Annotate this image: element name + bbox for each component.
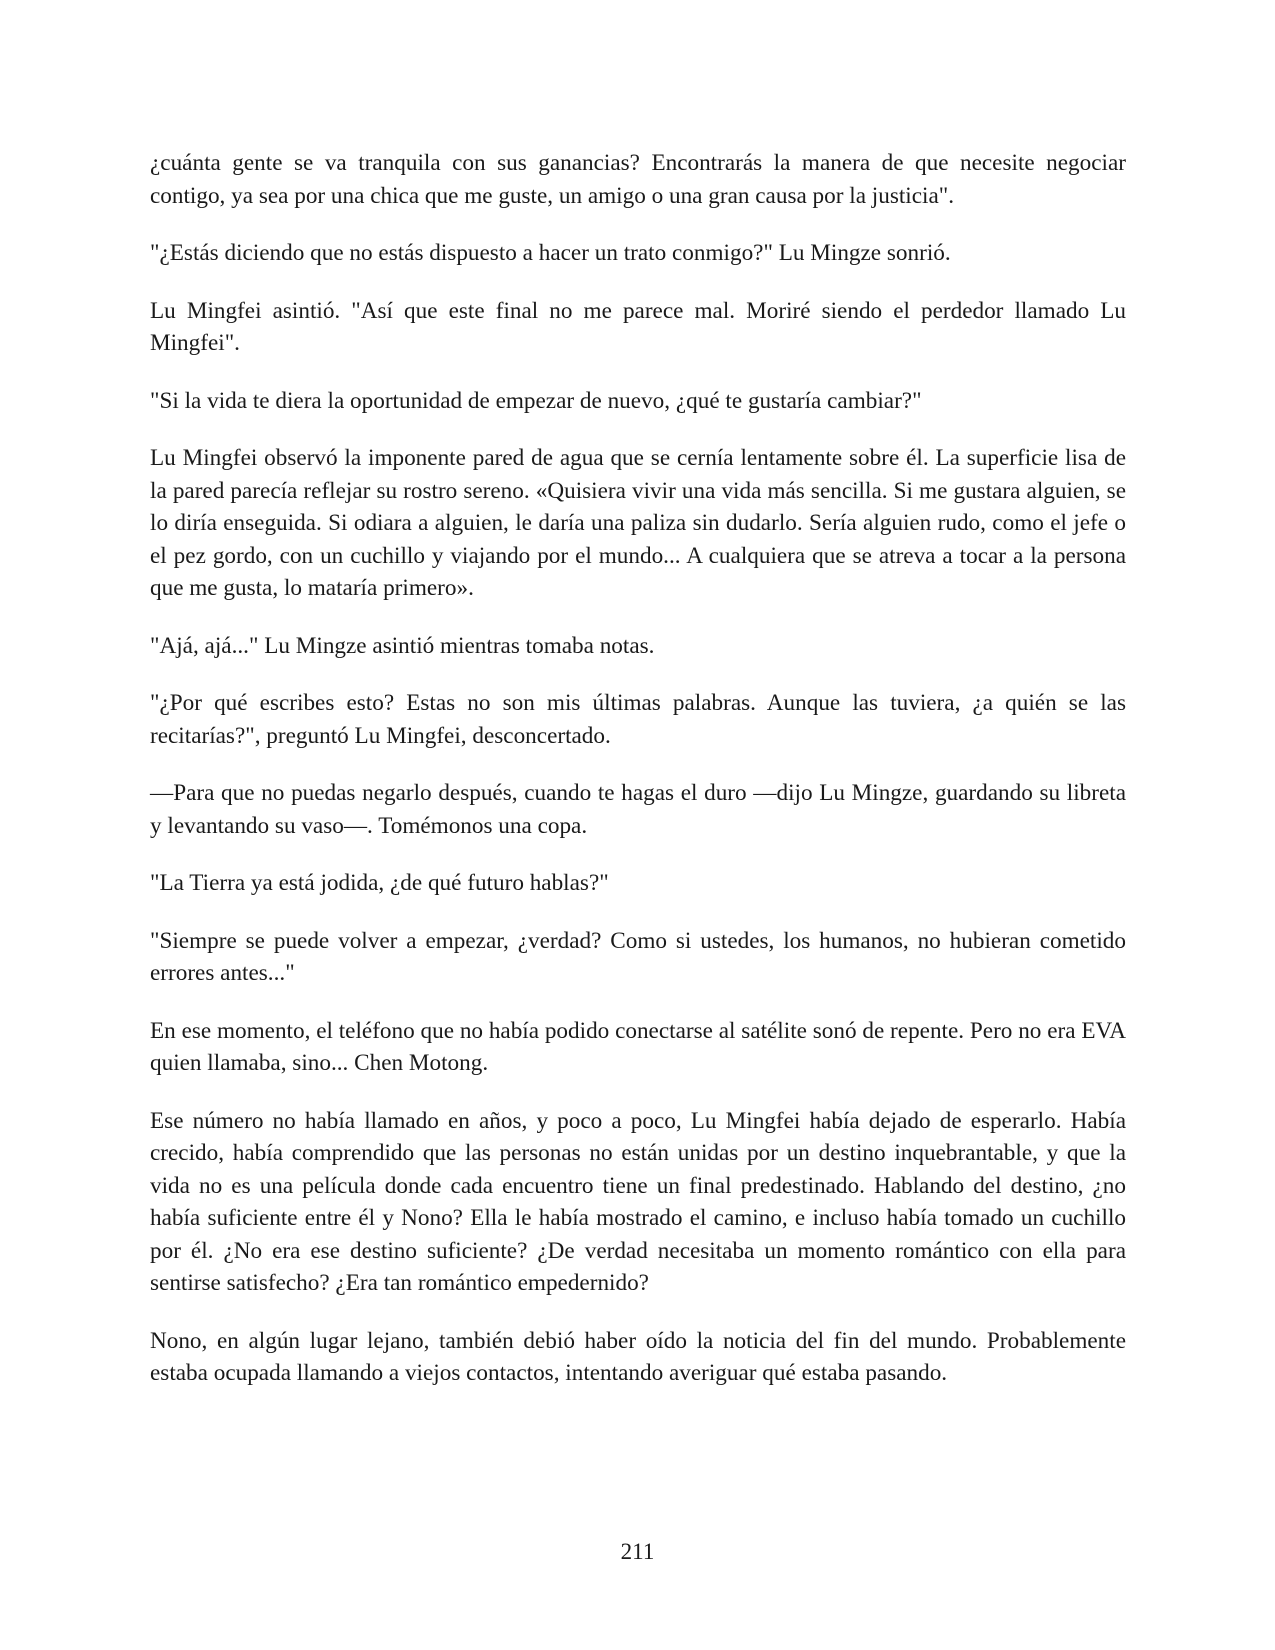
page-number: 211 [620,1539,655,1564]
paragraph-4: "Si la vida te diera la oportunidad de empezar de nuevo, ¿qué te gustaría cambiar?" [150,387,922,414]
paragraph-5: Lu Mingfei observó la imponente pared de agua que se cernía lentamente sobre él. La superficie lisa de la pared parecía reflejar su rostro sereno. «Quisiera vivir una vida más sencilla. Si me gustara alguien, se lo diría enseguida. Si odiara a alguien, le daría una paliza sin dudarlo. Sería alguien rudo, como el jefe o el pez gordo, con un cuchillo y viajando por el mundo... A cualquiera que se atreva a tocar a la persona que me gusta, lo mataría primero». [150,445,1126,601]
paragraph-8: —Para que no puedas negarlo después, cuando te hagas el duro —dijo Lu Mingze, guardando su libreta y levantando su vaso—. Tomémonos una copa. [150,780,1126,839]
paragraph-2: "¿Estás diciendo que no estás dispuesto a hacer un trato conmigo?" Lu Mingze sonrió. [150,240,951,266]
paragraph-12: Ese número no había llamado en años, y poco a poco, Lu Mingfei había dejado de esperarlo. Había crecido, había comprendido que las personas no están unidas por un destino inquebrantable, y que la vida no es una película donde cada encuentro tiene un final predestinado. Hablando del destino, ¿no había suficiente entre él y Nono? Ella le había mostrado el camino, e incluso había tomado un cuchillo por él. ¿No era ese destino suficiente? ¿De verdad necesitaba un momento romántico con ella para sentirse satisfecho? ¿Era tan romántico empedernido? [150,1107,1126,1296]
paragraph-6: "Ajá, ajá..." Lu Mingze asintió mientras tomaba notas. [150,632,655,659]
page-body [150,147,1126,1415]
paragraph-9: "La Tierra ya está jodida, ¿de qué futuro hablas?" [150,870,609,896]
paragraph-3: Lu Mingfei asintió. "Así que este final no me parece mal. Moriré siendo el perdedor llamado Lu Mingfei". [150,297,1126,356]
paragraph-7: "¿Por qué escribes esto? Estas no son mis últimas palabras. Aunque las tuviera, ¿a quién se las recitarías?", preguntó Lu Mingfei, desconcertado. [150,690,1126,749]
paragraph-11: En ese momento, el teléfono que no había podido conectarse al satélite sonó de repente. Pero no era EVA quien llamaba, sino... Chen Motong. [150,1017,1126,1076]
paragraph-10: "Siempre se puede volver a empezar, ¿verdad? Como si ustedes, los humanos, no hubieran cometido errores antes..." [150,927,1126,986]
paragraph-1: ¿cuánta gente se va tranquila con sus ganancias? Encontrarás la manera de que necesite negociar contigo, ya sea por una chica que me guste, un amigo o una gran causa por la justicia". [150,150,1126,209]
paragraph-13: Nono, en algún lugar lejano, también debió haber oído la noticia del fin del mundo. Probablemente estaba ocupada llamando a viejos contactos, intentando averiguar qué estaba pasando. [150,1327,1126,1386]
